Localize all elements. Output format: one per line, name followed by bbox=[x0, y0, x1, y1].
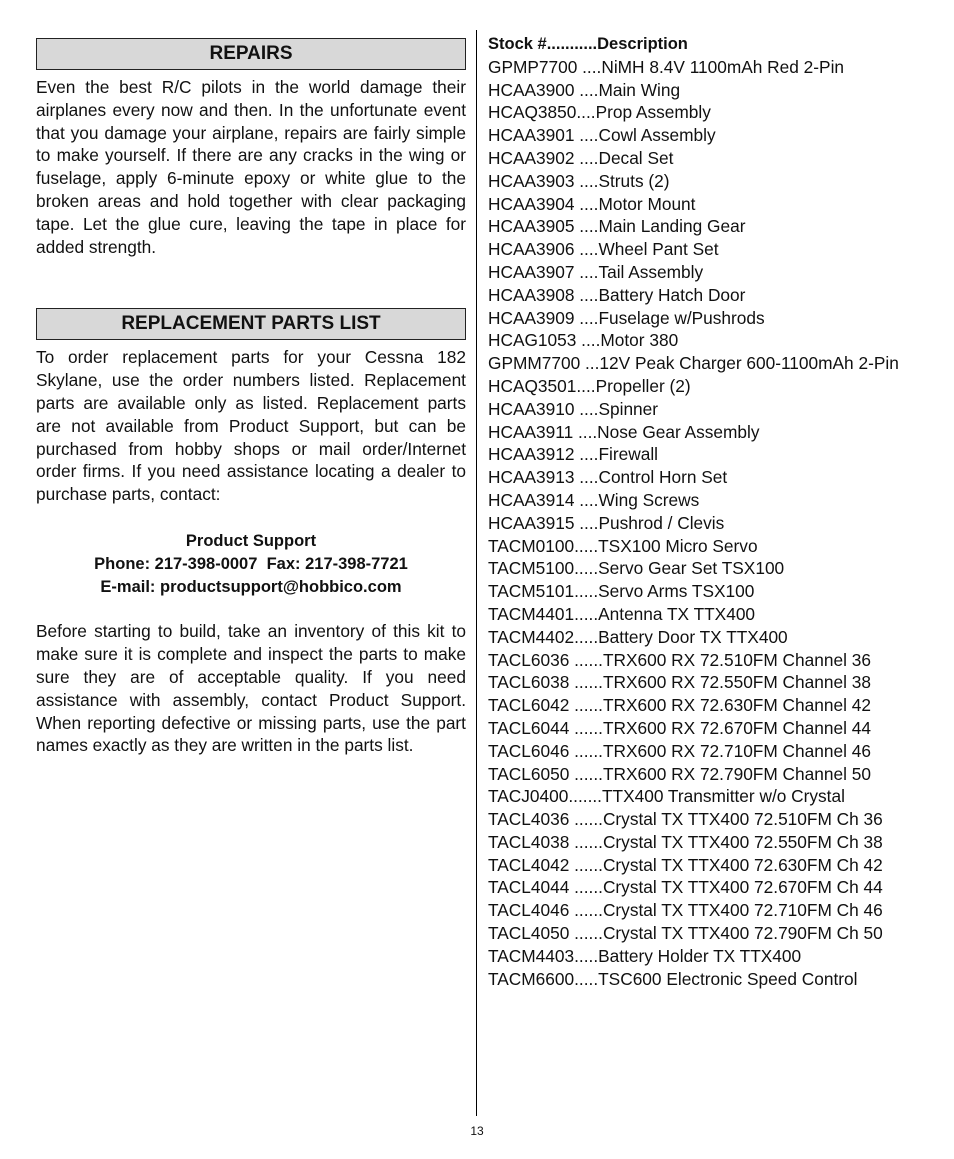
page-number: 13 bbox=[470, 1124, 484, 1138]
column-divider bbox=[476, 30, 477, 1116]
parts-list-item: TACL4046 ......Crystal TX TTX400 72.710FM Ch 46 bbox=[488, 900, 883, 921]
contact-email: E-mail: productsupport@hobbico.com bbox=[100, 577, 402, 596]
parts-list-item: GPMP7700 ....NiMH 8.4V 1100mAh Red 2-Pin bbox=[488, 56, 845, 77]
parts-list-item: TACJ0400.......TTX400 Transmitter w/o Crystal bbox=[488, 786, 845, 807]
parts-list-item: HCAA3911 ....Nose Gear Assembly bbox=[488, 421, 760, 442]
parts-list-item: HCAA3902 ....Decal Set bbox=[488, 147, 674, 168]
parts-list-item: HCAA3900 ....Main Wing bbox=[488, 79, 681, 100]
parts-list-item: HCAA3903 ....Struts (2) bbox=[488, 170, 670, 191]
parts-list-item: TACL6050 ......TRX600 RX 72.790FM Channel 50 bbox=[488, 763, 871, 784]
parts-list-item: HCAA3907 ....Tail Assembly bbox=[488, 261, 704, 282]
left-column bbox=[36, 38, 466, 757]
product-support-contact bbox=[36, 530, 466, 598]
parts-list-item: TACM4402.....Battery Door TX TTX400 bbox=[488, 626, 788, 647]
parts-list bbox=[488, 56, 938, 991]
parts-list-item: TACM6600.....TSC600 Electronic Speed Control bbox=[488, 968, 858, 989]
parts-list-item: HCAA3912 ....Firewall bbox=[488, 444, 658, 465]
parts-list-item: HCAQ3850....Prop Assembly bbox=[488, 102, 711, 123]
parts-list-item: TACL4038 ......Crystal TX TTX400 72.550FM Ch 38 bbox=[488, 831, 883, 852]
replacement-intro-paragraph: To order replacement parts for your Cessna 182 Skylane, use the order numbers listed. Replacement parts are available only as listed. Replacement parts are not available from Product Support, but can be purchased from hobby shops or mail order/Internet order firms. If you need assistance locating a dealer to purchase parts, contact: bbox=[36, 347, 466, 505]
parts-list-item: HCAA3910 ....Spinner bbox=[488, 398, 659, 419]
parts-list-item: HCAA3913 ....Control Horn Set bbox=[488, 467, 728, 488]
parts-list-item: HCAA3906 ....Wheel Pant Set bbox=[488, 239, 719, 260]
parts-list-item: HCAG1053 ....Motor 380 bbox=[488, 330, 679, 351]
replacement-parts-heading: REPLACEMENT PARTS LIST bbox=[36, 308, 466, 340]
parts-list-item: TACL4042 ......Crystal TX TTX400 72.630FM Ch 42 bbox=[488, 854, 883, 875]
parts-list-item: TACM5100.....Servo Gear Set TSX100 bbox=[488, 558, 785, 579]
parts-list-item: TACL6042 ......TRX600 RX 72.630FM Channel 42 bbox=[488, 695, 871, 716]
parts-list-item: TACL6044 ......TRX600 RX 72.670FM Channel 44 bbox=[488, 717, 871, 738]
repairs-paragraph: Even the best R/C pilots in the world damage their airplanes every now and then. In the unfortunate event that you damage your airplane, repairs are fairly simple to make yourself. If there are any cracks in the wing or fuselage, apply 6-minute epoxy or white glue to the broken areas and hold together with clear packaging tape. Let the glue cure, leaving the tape in place for added strength. bbox=[36, 77, 466, 257]
parts-list-header: Stock #...........Description bbox=[488, 35, 688, 53]
parts-list-item: TACM4403.....Battery Holder TX TTX400 bbox=[488, 945, 802, 966]
parts-list-item: HCAQ3501....Propeller (2) bbox=[488, 375, 691, 396]
parts-list-item: TACL4044 ......Crystal TX TTX400 72.670FM Ch 44 bbox=[488, 877, 883, 898]
parts-list-item: TACM4401.....Antenna TX TTX400 bbox=[488, 603, 756, 624]
parts-list-item: HCAA3908 ....Battery Hatch Door bbox=[488, 284, 746, 305]
repairs-heading: REPAIRS bbox=[36, 38, 466, 70]
parts-list-item: TACL6038 ......TRX600 RX 72.550FM Channel 38 bbox=[488, 672, 871, 693]
parts-list-item: TACL4036 ......Crystal TX TTX400 72.510FM Ch 36 bbox=[488, 809, 883, 830]
contact-title: Product Support bbox=[185, 531, 317, 550]
parts-list-item: HCAA3905 ....Main Landing Gear bbox=[488, 216, 746, 237]
parts-list-item: HCAA3914 ....Wing Screws bbox=[488, 489, 700, 510]
parts-list-item: HCAA3909 ....Fuselage w/Pushrods bbox=[488, 307, 765, 328]
parts-list-item: HCAA3915 ....Pushrod / Clevis bbox=[488, 512, 725, 533]
contact-phone-fax: Phone: 217-398-0007 Fax: 217-398-7721 bbox=[94, 554, 408, 573]
parts-list-item: GPMM7700 ...12V Peak Charger 600-1100mAh 2-Pin bbox=[488, 353, 899, 374]
inventory-paragraph: Before starting to build, take an inventory of this kit to make sure it is complete and inspect the parts to make sure they are of acceptable quality. If you need assistance with assembly, contact Product Support. When reporting defective or missing parts, use the part names exactly as they are written in the parts list. bbox=[36, 621, 466, 756]
parts-list-item: TACM5101.....Servo Arms TSX100 bbox=[488, 581, 755, 602]
parts-list-column bbox=[488, 33, 938, 990]
parts-list-item: TACL4050 ......Crystal TX TTX400 72.790FM Ch 50 bbox=[488, 923, 883, 944]
parts-list-item: TACL6036 ......TRX600 RX 72.510FM Channel 36 bbox=[488, 649, 871, 670]
parts-list-item: HCAA3904 ....Motor Mount bbox=[488, 193, 696, 214]
parts-list-item: HCAA3901 ....Cowl Assembly bbox=[488, 125, 716, 146]
parts-list-item: TACM0100.....TSX100 Micro Servo bbox=[488, 535, 758, 556]
parts-list-item: TACL6046 ......TRX600 RX 72.710FM Channel 46 bbox=[488, 740, 871, 761]
